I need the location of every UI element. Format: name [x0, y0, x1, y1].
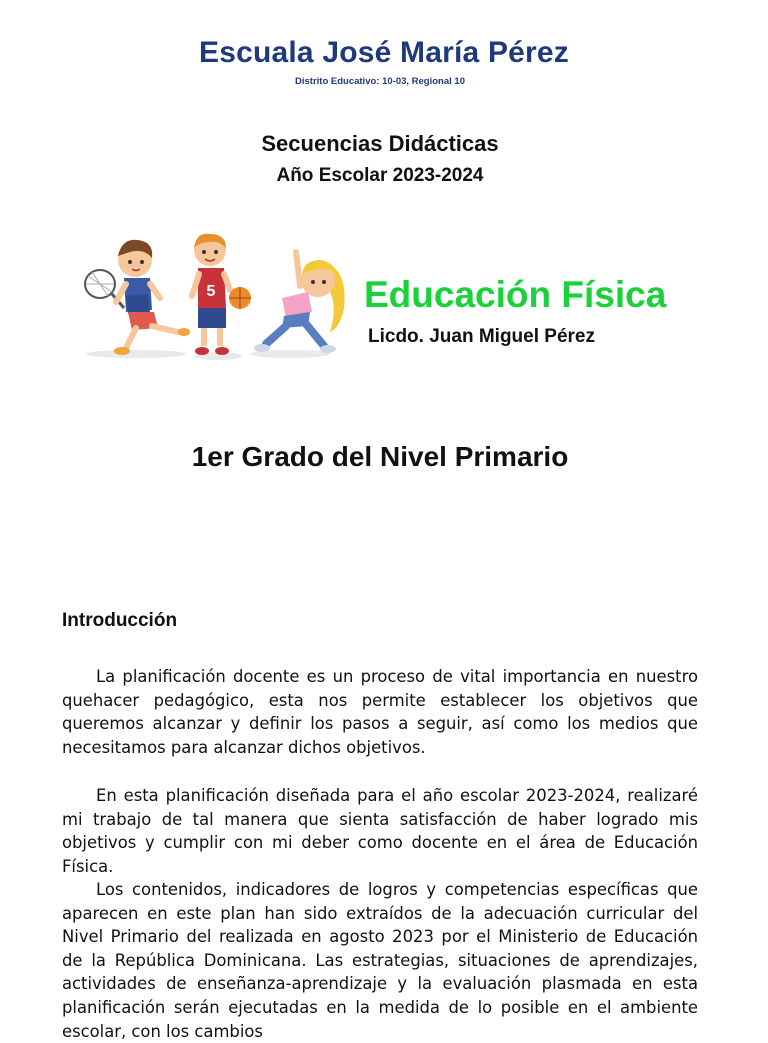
- teacher-name: Licdo. Juan Miguel Pérez: [368, 326, 595, 347]
- school-name: Escuala José María Pérez: [198, 36, 569, 69]
- basketball-boy-figure: [192, 234, 251, 355]
- district-info: Distrito Educativo: 10-03, Regional 10: [295, 76, 465, 87]
- intro-paragraph: La planificación docente es un proceso de vital importancia en nuestro quehacer pedagógico, esta nos permite establecer los objetivos que queremos alcanzar y definir los pasos a seguir, así como los medios que necesitamos para alcanzar dichos objetivos.: [62, 667, 698, 757]
- intro-paragraph: Los contenidos, indicadores de logros y competencias específicas que aparecen en este plan han sido extraídos de la adecuación curricular del Nivel Primario del realizada en agosto 2023 por el Ministerio de Educación de la República Dominicana. Las estrategias, situaciones de aprendizajes, actividades de enseñanza-aprendizaje y la evaluación plasmada en esta planificación serán ejecutadas en la medida de lo posible en el ambiente escolar, con los cambios: [62, 880, 698, 1041]
- intro-paragraph: En esta planificación diseñada para el año escolar 2023-2024, realizaré mi trabajo de tal manera que sienta satisfacción de haber logrado mis objetivos y cumplir con mi deber como docente en el área de Educación Física.: [62, 786, 698, 876]
- intro-heading: Introducción: [62, 610, 178, 631]
- sequences-title: Secuencias Didácticas: [261, 131, 499, 156]
- kids-sports-illustration: [78, 232, 358, 364]
- tennis-boy-figure: [85, 240, 190, 355]
- subject-title: Educación Física: [364, 274, 667, 315]
- stretching-girl-figure: [254, 252, 345, 353]
- school-year-title: Año Escolar 2023-2024: [276, 165, 484, 186]
- jersey-number: 5: [206, 283, 216, 300]
- grade-title: 1er Grado del Nivel Primario: [191, 441, 569, 472]
